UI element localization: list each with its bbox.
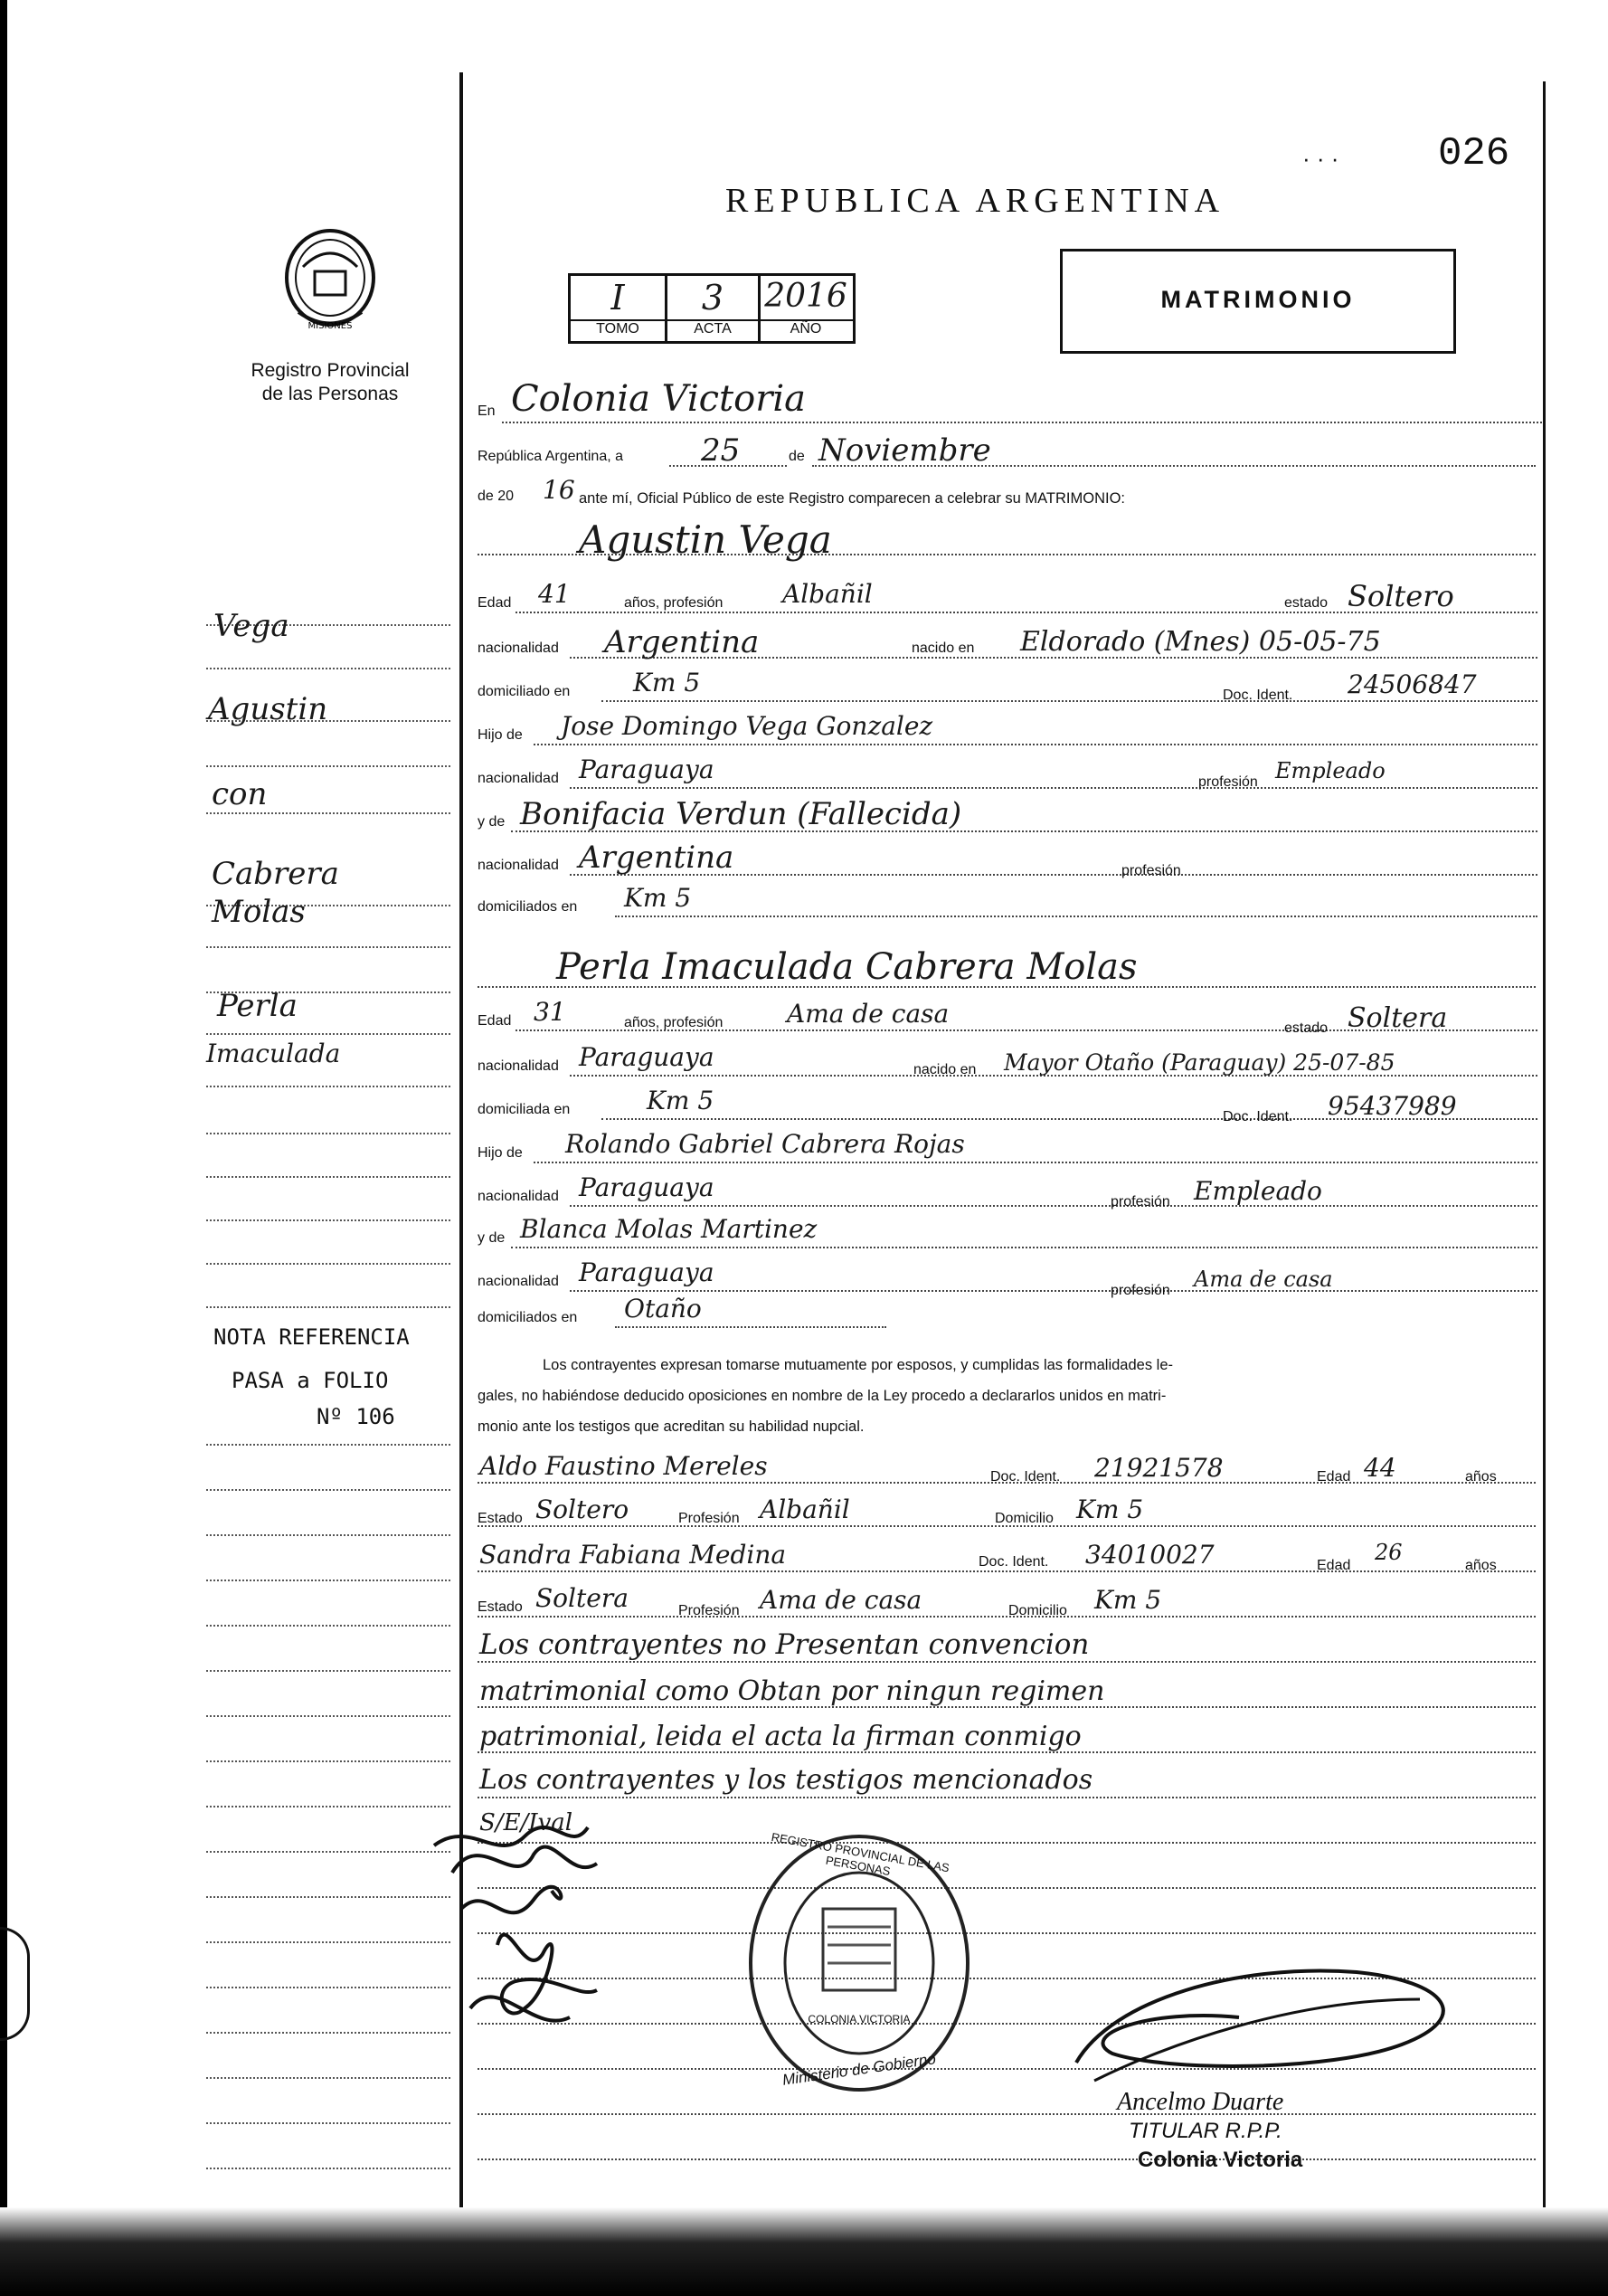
bride-father-nationality: Paraguaya bbox=[579, 1172, 714, 1202]
witness1-profession: Albañil bbox=[760, 1494, 850, 1524]
witness2-age: 26 bbox=[1375, 1540, 1403, 1565]
page-number: 026 bbox=[1438, 131, 1510, 176]
groom-mother: Bonifacia Verdun (Fallecida) bbox=[520, 796, 962, 832]
margin-name-3: con bbox=[212, 776, 268, 812]
month: Noviembre bbox=[818, 432, 991, 469]
bride-nac-label: nacionalidad bbox=[478, 1058, 559, 1074]
w1-doc-label: Doc. Ident. bbox=[990, 1469, 1061, 1485]
bottom-shadow bbox=[0, 2207, 1608, 2296]
bride-edad-label: Edad bbox=[478, 1013, 512, 1029]
registry-line2: de las Personas bbox=[261, 384, 399, 404]
tomo-acta-box bbox=[568, 273, 856, 344]
w1-estado-label: Estado bbox=[478, 1511, 523, 1526]
groom-yde-label: y de bbox=[478, 814, 506, 830]
note-line-2: matrimonial como Obtan por ningun regimen bbox=[479, 1675, 1105, 1707]
margin-name-1: Vega bbox=[213, 608, 289, 644]
bride-domicile: Km 5 bbox=[647, 1086, 714, 1115]
margin-note-3: Nº 106 bbox=[317, 1404, 395, 1429]
groom-father-profession: Empleado bbox=[1275, 758, 1386, 783]
bride-nationality: Paraguaya bbox=[579, 1042, 714, 1072]
declaration-line2: gales, no habiéndose deducido oposiciones en nombre de la Ley procedo a declararlos unidos en matri- bbox=[478, 1388, 1167, 1404]
margin-name-7: Imaculada bbox=[206, 1039, 341, 1068]
w1-dom-label: Domicilio bbox=[995, 1511, 1054, 1526]
groom-fnac-label: nacionalidad bbox=[478, 771, 559, 786]
margin-name-4: Cabrera bbox=[212, 856, 339, 892]
note-line-5: S/E/Ival bbox=[479, 1809, 573, 1836]
witness2-domicile: Km 5 bbox=[1094, 1585, 1162, 1615]
bride-hijo-label: Hijo de bbox=[478, 1145, 523, 1161]
bride-father: Rolando Gabriel Cabrera Rojas bbox=[565, 1129, 965, 1159]
registry-line1: Registro Provincial bbox=[251, 360, 410, 381]
anio-value: 2016 bbox=[764, 278, 847, 315]
stamp-ring-top: REGISTRO PROVINCIAL DE LAS PERSONAS bbox=[770, 1829, 951, 1879]
tomo-label: TOMO bbox=[596, 321, 639, 337]
bride-nacido-label: nacido en bbox=[913, 1062, 977, 1077]
bride-status: Soltera bbox=[1348, 1002, 1448, 1034]
doc-type: MATRIMONIO bbox=[1160, 286, 1356, 313]
ink-dots: · · · bbox=[1302, 145, 1339, 172]
day: 25 bbox=[701, 432, 741, 469]
note-line-4: Los contrayentes y los testigos mencionados bbox=[479, 1764, 1093, 1796]
w2-doc-label: Doc. Ident. bbox=[979, 1554, 1049, 1570]
witness-signatures bbox=[416, 1809, 651, 2045]
official-title: TITULAR R.P.P. bbox=[1129, 2119, 1282, 2143]
w2-edad-label: Edad bbox=[1317, 1558, 1351, 1573]
bride-age: 31 bbox=[534, 997, 566, 1027]
groom-nacido-label: nacido en bbox=[912, 640, 975, 656]
groom-domicile: Km 5 bbox=[633, 668, 701, 697]
acta-label: ACTA bbox=[694, 321, 732, 337]
groom-nac-label: nacionalidad bbox=[478, 640, 559, 656]
bride-prof-label: años, profesión bbox=[624, 1015, 724, 1030]
groom-parents-domicile: Km 5 bbox=[624, 883, 692, 913]
tomo-value: I bbox=[610, 278, 625, 318]
bride-mother: Blanca Molas Martinez bbox=[520, 1214, 818, 1244]
witness2-name: Sandra Fabiana Medina bbox=[479, 1540, 787, 1570]
groom-father: Jose Domingo Vega Gonzalez bbox=[561, 711, 933, 741]
doc-type-box bbox=[1060, 249, 1456, 354]
groom-nationality: Argentina bbox=[604, 624, 760, 660]
en-label: En bbox=[478, 403, 496, 419]
de20-label: de 20 bbox=[478, 489, 515, 504]
w1-anos-label: años bbox=[1465, 1469, 1497, 1485]
groom-mnac-label: nacionalidad bbox=[478, 858, 559, 873]
groom-age: 41 bbox=[538, 579, 571, 609]
bride-mother-profession: Ama de casa bbox=[1194, 1267, 1333, 1292]
margin-name-5: Molas bbox=[212, 894, 306, 930]
witness2-status: Soltera bbox=[535, 1583, 629, 1613]
rep-label: República Argentina, a bbox=[478, 449, 623, 464]
bride-doc: 95437989 bbox=[1328, 1091, 1457, 1121]
bride-estado-label: estado bbox=[1284, 1020, 1329, 1036]
official-stamp bbox=[742, 1827, 977, 2099]
bride-mother-nationality: Paraguaya bbox=[579, 1257, 714, 1287]
place: Colonia Victoria bbox=[511, 378, 806, 420]
groom-name: Agustin Vega bbox=[579, 517, 832, 562]
w2-anos-label: años bbox=[1465, 1558, 1497, 1573]
place-line bbox=[502, 422, 1542, 423]
bride-birth: Mayor Otaño (Paraguay) 25-07-85 bbox=[1004, 1049, 1395, 1076]
witness1-domicile: Km 5 bbox=[1076, 1494, 1144, 1524]
witness2-doc: 34010027 bbox=[1085, 1540, 1215, 1570]
witness1-age: 44 bbox=[1364, 1453, 1396, 1483]
groom-father-nationality: Paraguaya bbox=[579, 754, 714, 784]
svg-text:MISIONES: MISIONES bbox=[307, 321, 353, 331]
bride-fprof-label: profesión bbox=[1111, 1194, 1170, 1210]
stamp-center: COLONIA VICTORIA bbox=[808, 2013, 911, 2026]
groom-estado-label: estado bbox=[1284, 595, 1329, 611]
acta-value: 3 bbox=[701, 278, 724, 318]
groom-fprof-label: profesión bbox=[1198, 774, 1258, 790]
margin-name-6: Perla bbox=[217, 988, 298, 1024]
bride-doc-label: Doc. Ident. bbox=[1223, 1109, 1293, 1124]
note-line-1: Los contrayentes no Presentan convencion bbox=[479, 1628, 1090, 1661]
margin-note-2: PASA a FOLIO bbox=[232, 1368, 389, 1393]
margin-note-1: NOTA REFERENCIA bbox=[213, 1324, 410, 1350]
bride-yde-label: y de bbox=[478, 1230, 506, 1246]
groom-status: Soltero bbox=[1348, 579, 1454, 613]
margin-name-2: Agustin bbox=[208, 691, 328, 727]
anio-label: AÑO bbox=[790, 321, 822, 337]
bride-dom-label: domiciliada en bbox=[478, 1102, 571, 1117]
groom-pdom-label: domiciliados en bbox=[478, 899, 578, 915]
stamp-ring-bottom: Ministerio de Gobierno bbox=[780, 2050, 937, 2089]
country-title: REPUBLICA ARGENTINA bbox=[725, 182, 1225, 220]
bride-mprof-label: profesión bbox=[1111, 1283, 1170, 1298]
w2-estado-label: Estado bbox=[478, 1599, 523, 1615]
groom-profession: Albañil bbox=[782, 579, 873, 609]
binding-mark-icon bbox=[0, 1927, 30, 2041]
witness1-status: Soltero bbox=[535, 1494, 629, 1524]
groom-edad-label: Edad bbox=[478, 595, 512, 611]
w2-prof-label: Profesión bbox=[678, 1603, 740, 1618]
bride-profession: Ama de casa bbox=[787, 999, 950, 1029]
witness1-name: Aldo Faustino Mereles bbox=[479, 1451, 768, 1481]
bride-fnac-label: nacionalidad bbox=[478, 1189, 559, 1204]
right-rule bbox=[1543, 81, 1546, 2207]
witness1-doc: 21921578 bbox=[1094, 1453, 1224, 1483]
bride-mnac-label: nacionalidad bbox=[478, 1274, 559, 1289]
province-seal-icon bbox=[271, 222, 389, 344]
w1-prof-label: Profesión bbox=[678, 1511, 740, 1526]
bride-father-profession: Empleado bbox=[1194, 1176, 1322, 1206]
official-place: Colonia Victoria bbox=[1138, 2148, 1303, 2172]
declaration-line3: monio ante los testigos que acreditan su habilidad nupcial. bbox=[478, 1418, 865, 1435]
groom-mprof-label: profesión bbox=[1121, 863, 1181, 878]
groom-birth: Eldorado (Mnes) 05-05-75 bbox=[1020, 626, 1381, 658]
bride-name: Perla Imaculada Cabrera Molas bbox=[556, 946, 1138, 988]
declaration-line1: Los contrayentes expresan tomarse mutuamente por esposos, y cumplidas las formalidades le- bbox=[543, 1357, 1174, 1373]
bride-pdom-label: domiciliados en bbox=[478, 1310, 578, 1325]
groom-dom-label: domiciliado en bbox=[478, 684, 571, 699]
official-signature bbox=[1058, 1945, 1483, 2099]
groom-prof-label: años, profesión bbox=[624, 595, 724, 611]
bride-parents-domicile: Otaño bbox=[624, 1294, 702, 1324]
ante-text: ante mí, Oficial Público de este Registro comparecen a celebrar su MATRIMONIO: bbox=[579, 490, 1126, 507]
w1-edad-label: Edad bbox=[1317, 1469, 1351, 1485]
groom-doc: 24506847 bbox=[1348, 669, 1477, 699]
groom-doc-label: Doc. Ident. bbox=[1223, 688, 1293, 703]
w2-dom-label: Domicilio bbox=[1008, 1603, 1067, 1618]
de-label: de bbox=[789, 449, 805, 464]
official-name: Ancelmo Duarte bbox=[1117, 2088, 1284, 2116]
groom-hijo-label: Hijo de bbox=[478, 727, 523, 743]
year-suffix: 16 bbox=[543, 475, 575, 505]
groom-mother-nationality: Argentina bbox=[579, 840, 734, 876]
note-line-3: patrimonial, leida el acta la firman conmigo bbox=[479, 1721, 1082, 1752]
witness2-profession: Ama de casa bbox=[760, 1585, 922, 1615]
